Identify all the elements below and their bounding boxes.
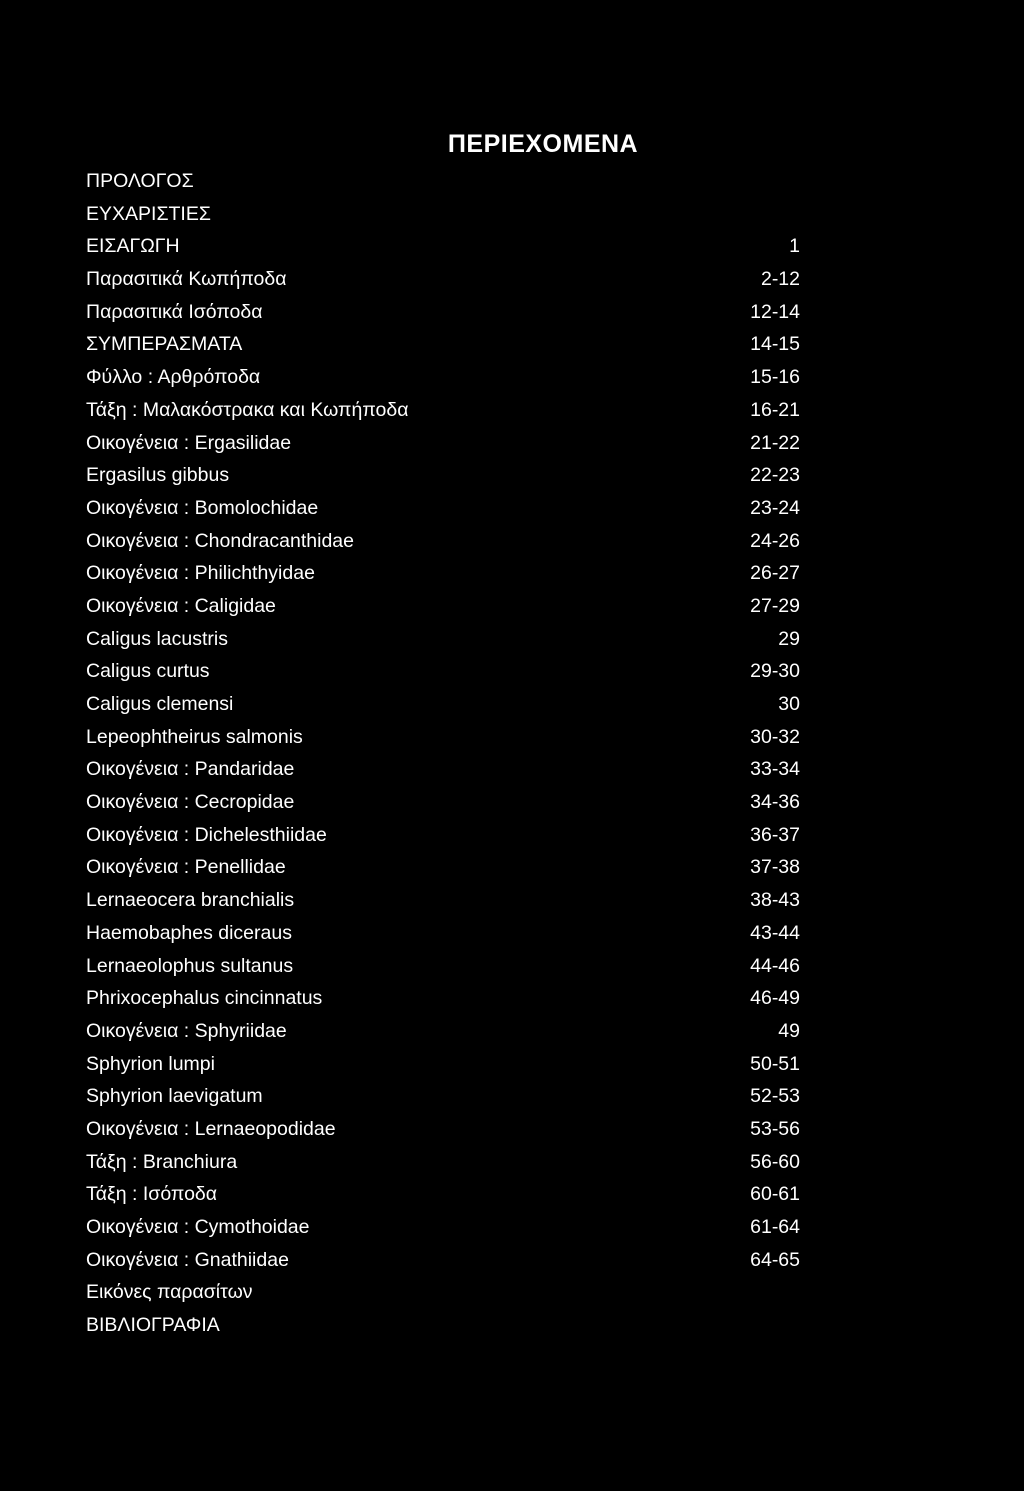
toc-entry-label: Τάξη : Branchiura <box>86 1150 238 1173</box>
toc-entry <box>86 819 800 852</box>
toc-entry-pages: 1 <box>789 235 800 258</box>
toc-entry-pages: 60-61 <box>750 1183 800 1206</box>
toc-entry-label: Haemobaphes diceraus <box>86 921 292 944</box>
toc-entry <box>86 721 800 754</box>
toc-entry-pages: 12-14 <box>750 300 800 323</box>
toc-entry-pages: 2-12 <box>760 268 800 291</box>
toc-entry-pages: 64-65 <box>750 1248 800 1271</box>
toc-entry <box>86 328 800 361</box>
toc-entry <box>86 1244 800 1277</box>
toc-entry-pages: 30-32 <box>750 725 800 748</box>
toc-entry-label: Τάξη : Ισόποδα <box>86 1183 218 1206</box>
toc-entry <box>86 1211 800 1244</box>
toc-entry <box>86 525 800 558</box>
toc-entry <box>86 623 800 656</box>
toc-entry-pages: 29-30 <box>750 660 800 683</box>
toc-entry <box>86 917 800 950</box>
page-title: ΠΕΡΙΕΧΟΜΕΝΑ <box>447 130 639 158</box>
toc-entry-label: ΕΙΣΑΓΩΓΗ <box>86 235 180 258</box>
toc-entry-pages: 43-44 <box>750 921 800 944</box>
table-of-contents <box>86 165 800 1342</box>
toc-entry-pages: 52-53 <box>750 1085 800 1108</box>
toc-entry-pages: 22-23 <box>750 464 800 487</box>
toc-entry <box>86 427 800 460</box>
toc-entry-label: Οικογένεια : Philichthyidae <box>86 562 315 585</box>
toc-entry-label: Οικογένεια : Caligidae <box>86 594 276 617</box>
toc-entry <box>86 198 800 231</box>
toc-entry-pages: 38-43 <box>750 889 800 912</box>
toc-entry-label: ΣΥΜΠΕΡΑΣΜΑΤΑ <box>86 333 243 356</box>
toc-entry-pages: 61-64 <box>750 1216 800 1238</box>
toc-entry-pages: 34-36 <box>750 791 800 814</box>
toc-entry-pages: 33-34 <box>750 758 800 781</box>
toc-entry-label: Οικογένεια : Dichelesthiidae <box>86 823 327 846</box>
toc-entry-label: Οικογένεια : Cecropidae <box>86 791 295 814</box>
toc-entry <box>86 1309 800 1342</box>
toc-entry-pages: 53-56 <box>750 1117 800 1140</box>
toc-entry <box>86 1113 800 1146</box>
toc-entry <box>86 688 800 721</box>
toc-entry-pages: 46-49 <box>750 987 800 1010</box>
toc-entry <box>86 851 800 884</box>
toc-entry-pages: 36-37 <box>750 823 800 846</box>
toc-entry-label: Ergasilus gibbus <box>86 464 230 487</box>
toc-entry-pages: 24-26 <box>750 529 800 552</box>
toc-entry-label: Οικογένεια : Cymothoidae <box>86 1216 310 1238</box>
toc-entry-label: Οικογένεια : Chondracanthidae <box>86 529 354 552</box>
toc-entry <box>86 1015 800 1048</box>
toc-entry-label: ΠΡΟΛΟΓΟΣ <box>86 170 194 192</box>
toc-entry-pages: 44-46 <box>750 954 800 977</box>
toc-entry-pages: 16-21 <box>750 398 800 421</box>
toc-entry-pages: 50-51 <box>750 1052 800 1075</box>
toc-entry-pages: 29 <box>778 627 800 650</box>
toc-entry <box>86 492 800 525</box>
toc-entry <box>86 1276 800 1309</box>
toc-entry <box>86 590 800 623</box>
toc-entry-pages: 23-24 <box>750 496 800 519</box>
toc-entry-label: Παρασιτικά Κωπήποδα <box>86 268 287 291</box>
toc-entry-label: Caligus clemensi <box>86 693 234 715</box>
toc-entry-label: ΕΥΧΑΡΙΣΤΙΕΣ <box>86 202 211 225</box>
toc-entry-pages: 27-29 <box>750 594 800 617</box>
toc-entry <box>86 786 800 819</box>
toc-entry-label: Phrixocephalus cincinnatus <box>86 987 323 1010</box>
toc-entry <box>86 296 800 329</box>
toc-entry-label: ΒΙΒΛΙΟΓΡΑΦΙΑ <box>86 1314 220 1337</box>
toc-entry-pages: 56-60 <box>750 1150 800 1173</box>
toc-entry-label: Οικογένεια : Sphyriidae <box>86 1019 287 1042</box>
toc-entry-label: Οικογένεια : Lernaeopodidae <box>86 1117 336 1140</box>
toc-entry-label: Οικογένεια : Gnathiidae <box>86 1248 289 1271</box>
toc-entry-label: Οικογένεια : Bomolochidae <box>86 496 319 519</box>
toc-entry-label: Lepeophtheirus salmonis <box>86 725 303 748</box>
toc-entry <box>86 361 800 394</box>
toc-entry <box>86 459 800 492</box>
toc-entry <box>86 230 800 263</box>
toc-entry-label: Caligus lacustris <box>86 627 228 650</box>
toc-entry-label: Φύλλο : Αρθρόποδα <box>86 366 261 389</box>
toc-entry-label: Εικόνες παρασίτων <box>86 1281 253 1304</box>
toc-entry <box>86 950 800 983</box>
toc-entry <box>86 1146 800 1179</box>
toc-entry-label: Οικογένεια : Penellidae <box>86 856 286 879</box>
toc-entry-label: Sphyrion lumpi <box>86 1052 215 1075</box>
toc-entry-label: Sphyrion laevigatum <box>86 1085 263 1108</box>
toc-entry <box>86 982 800 1015</box>
toc-entry-pages: 49 <box>778 1019 800 1042</box>
toc-entry <box>86 394 800 427</box>
toc-entry-pages: 14-15 <box>750 333 800 356</box>
toc-entry-label: Παρασιτικά Ισόποδα <box>86 300 263 323</box>
toc-entry <box>86 1178 800 1211</box>
toc-entry-label: Οικογένεια : Pandaridae <box>86 758 295 781</box>
toc-entry-pages: 15-16 <box>750 366 800 389</box>
toc-entry-pages: 37-38 <box>750 856 800 879</box>
toc-entry-pages: 26-27 <box>750 562 800 585</box>
toc-entry-label: Τάξη : Μαλακόστρακα και Κωπήποδα <box>86 398 409 421</box>
toc-entry-label: Lernaeolophus sultanus <box>86 954 294 977</box>
toc-entry-label: Lernaeocera branchialis <box>86 889 295 912</box>
toc-entry <box>86 557 800 590</box>
toc-entry <box>86 753 800 786</box>
toc-entry-pages: 21-22 <box>750 431 800 454</box>
toc-entry-label: Caligus curtus <box>86 660 210 683</box>
toc-entry <box>86 884 800 917</box>
toc-entry <box>86 165 800 198</box>
toc-entry <box>86 655 800 688</box>
toc-entry-label: Οικογένεια : Ergasilidae <box>86 431 292 454</box>
toc-entry <box>86 1080 800 1113</box>
toc-entry <box>86 1048 800 1081</box>
toc-entry <box>86 263 800 296</box>
toc-entry-pages: 30 <box>778 693 800 715</box>
